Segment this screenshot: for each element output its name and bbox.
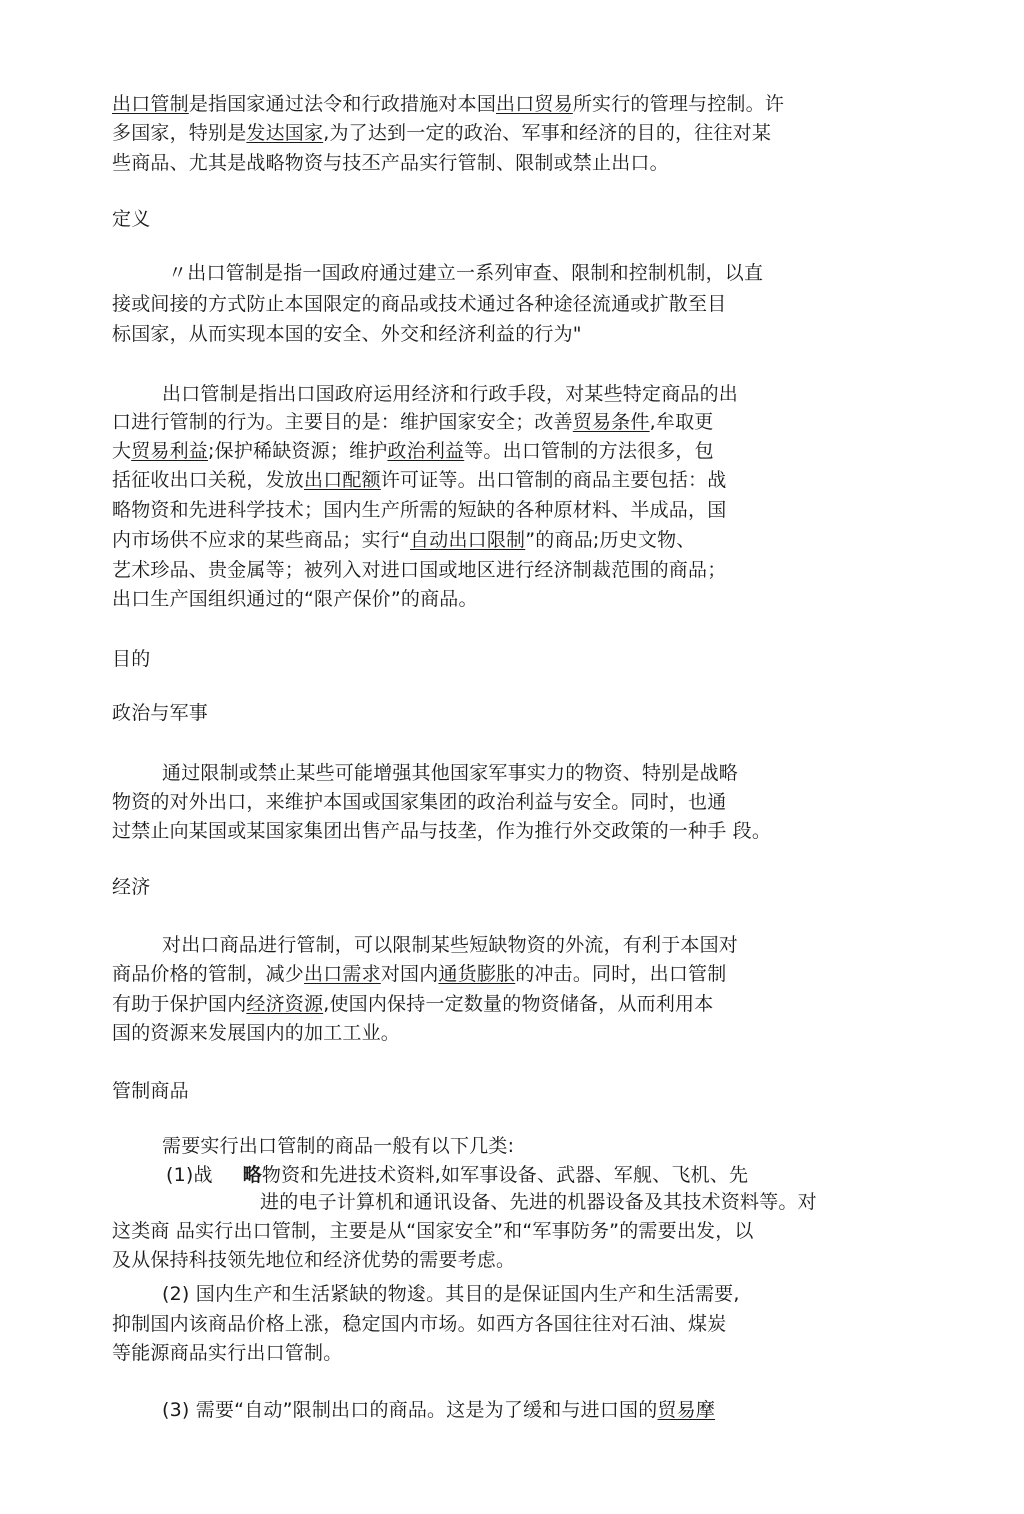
definition-quote-line-3: 标国家，从而实现本国的安全、外交和经济利益的行为" — [112, 323, 582, 345]
definition-para-line-1: 出口管制是指出口国政府运用经济和行政手段，对某些特定商品的出 — [162, 383, 739, 405]
definition-para-line-8: 出口生产国组织通过的“限产保价”的商品。 — [112, 588, 478, 610]
intro-line-3: 些商品、尤其是战略物资与技丕产品实行管制、限制或禁止出口。 — [112, 152, 669, 174]
goods-item-2-line-2: 抑制国内该商品价格上涨，稳定国内市场。如西方各国往往对石油、煤炭 — [112, 1313, 727, 1335]
goods-item-1-line-4: 及从保持科技领先地位和经济优势的需要考虑。 — [112, 1249, 516, 1271]
heading-economic: 经济 — [112, 876, 151, 898]
link-developed-country[interactable]: 发达国家 — [246, 122, 324, 144]
goods-item-2-line-3: 等能源商品实行出口管制。 — [112, 1342, 343, 1364]
political-para-line-1: 通过限制或禁止某些可能增强其他国家军事实力的物资、特别是战略 — [162, 762, 739, 784]
link-trade-interests[interactable]: 贸易利益 — [131, 440, 209, 462]
definition-para-line-2: 口进行管制的行为。主要目的是：维护国家安全；改善贸易条件,牟取更 — [112, 411, 714, 433]
heading-definition: 定义 — [112, 208, 151, 230]
link-export-trade[interactable]: 出口贸易 — [496, 93, 573, 115]
link-trade-friction[interactable]: 贸易摩 — [657, 1399, 716, 1421]
heading-controlled-goods: 管制商品 — [112, 1080, 189, 1102]
intro-line-1: 出口管制是指国家通过法令和行政措施对本国出口贸易所实行的管理与控制。许 — [112, 93, 785, 115]
link-terms-of-trade[interactable]: 贸易条件 — [572, 411, 650, 433]
political-para-line-2: 物资的对外出口，来维护本国或国家集团的政治利益与安全。同时，也通 — [112, 791, 727, 813]
goods-item-3-line-1: (3) 需要“自动”限制出口的商品。这是为了缓和与进口国的贸易摩 — [162, 1399, 716, 1421]
link-economic-resources[interactable]: 经济资源 — [246, 993, 324, 1015]
goods-intro: 需要实行出口管制的商品一般有以下几类: — [162, 1135, 515, 1157]
definition-para-line-7: 艺术珍品、贵金属等；被列入对进口国或地区进行经济制裁范围的商品； — [112, 559, 727, 581]
economic-para-line-3: 有助于保护国内经济资源,使国内保持一定数量的物资储备，从而利用本 — [112, 993, 714, 1015]
link-export-control[interactable]: 出口管制 — [112, 93, 189, 115]
goods-item-1-line-3: 这类商 品实行出口管制，主要是从“国家安全”和“军事防务”的需要出发，以 — [112, 1220, 754, 1242]
economic-para-line-2: 商品价格的管制，减少出口需求对国内通货膨胀的冲击。同时，出口管制 — [112, 963, 727, 985]
economic-para-line-1: 对出口商品进行管制，可以限制某些短缺物资的外流，有利于本国对 — [162, 934, 739, 956]
goods-item-1-line-1: (1)战 略物资和先进技术资料,如军事设备、武器、军舰、飞机、先 — [166, 1164, 749, 1186]
link-voluntary-export-restraint[interactable]: 自动出口限制 — [410, 529, 526, 551]
heading-political-military: 政治与军事 — [112, 702, 209, 724]
link-inflation[interactable]: 通货膨胀 — [438, 963, 516, 985]
link-political-interests[interactable]: 政治利益 — [387, 440, 465, 462]
definition-para-line-4: 括征收出口关税，发放出口配额许可证等。出口管制的商品主要包括：战 — [112, 469, 727, 491]
definition-para-line-3: 大贸易利益;保护稀缺资源；维护政治利益等。出口管制的方法很多，包 — [112, 440, 714, 462]
definition-para-line-5: 略物资和先进科学技术；国内生产所需的短缺的各种原材料、半成品，国 — [112, 499, 727, 521]
goods-item-1-line-2: 进的电子计算机和通讯设备、先进的机器设备及其技术资料等。对 — [260, 1191, 817, 1213]
economic-para-line-4: 国的资源来发展国内的加工工业。 — [112, 1022, 401, 1044]
heading-purpose: 目的 — [112, 648, 151, 670]
goods-item-2-line-1: (2) 国内生产和生活紧缺的物逡。其目的是保证国内生产和生活需要, — [162, 1283, 740, 1305]
political-para-line-3: 过禁止向某国或某国家集团出售产品与技垄，作为推行外交政策的一种手 段。 — [112, 820, 772, 842]
link-export-quota[interactable]: 出口配额 — [304, 469, 381, 491]
definition-quote-line-2: 接或间接的方式防止本国限定的商品或技术通过各种途径流通或扩散至目 — [112, 293, 727, 315]
link-export-demand[interactable]: 出口需求 — [304, 963, 381, 985]
definition-para-line-6: 内市场供不应求的某些商品；实行“自动出口限制”的商品;历史文物、 — [112, 529, 696, 551]
definition-quote-line-1: 〃出口管制是指一国政府通过建立一系列审查、限制和控制机制，以直 — [168, 262, 764, 284]
intro-line-2: 多国家，特别是发达国家,为了达到一定的政治、军事和经济的目的，往往对某 — [112, 122, 772, 144]
